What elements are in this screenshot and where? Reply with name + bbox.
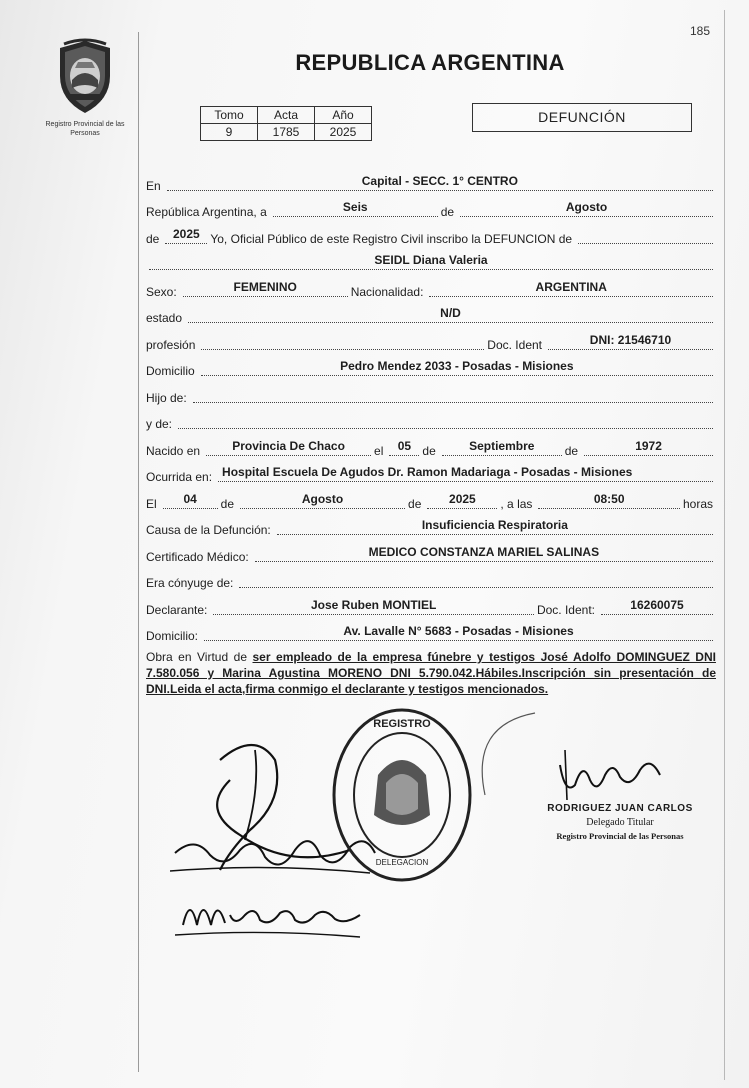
birth-year: 1972	[635, 438, 662, 453]
binding-line	[138, 32, 139, 1072]
domicilio2-label: Domicilio:	[146, 629, 199, 643]
day-value: Seis	[342, 200, 368, 214]
estado-field	[188, 304, 713, 323]
en-label: En	[146, 178, 161, 193]
death-year: 2025	[449, 491, 476, 506]
profesion-field	[201, 331, 484, 350]
year-field	[165, 225, 207, 244]
row-domicilio2	[146, 617, 716, 644]
estado-value: N/D	[440, 306, 461, 320]
hijo-label: Hijo de:	[146, 390, 187, 405]
row-conyuge	[146, 564, 716, 591]
logo-caption: Registro Provincial de las Personas	[45, 121, 125, 137]
certificate-form	[146, 166, 716, 697]
row-y-de	[146, 405, 716, 432]
oficial-trailing-field	[578, 225, 713, 244]
officer-role: Delegado Titular	[586, 817, 654, 828]
profesion-label: profesión	[146, 337, 196, 352]
row-en	[146, 166, 716, 193]
official-seal-icon	[330, 705, 475, 885]
ocurrida-field	[218, 463, 713, 482]
y-de-label: y de:	[146, 417, 173, 431]
row-name	[146, 246, 716, 273]
hijo-field	[193, 384, 713, 403]
death-day: 04	[183, 491, 197, 506]
death-month: Agosto	[301, 491, 344, 506]
death-day-field	[163, 490, 218, 509]
sexo-label: Sexo:	[146, 284, 177, 299]
observations	[146, 649, 716, 697]
birth-month-field	[442, 437, 562, 456]
republica-label: República Argentina, a	[146, 205, 267, 219]
declarante-doc-field	[601, 596, 713, 615]
sexo-field	[183, 278, 348, 297]
de-label: de	[440, 205, 455, 219]
row-year	[146, 219, 716, 246]
el-label: el	[374, 443, 384, 458]
domicilio2-field	[204, 622, 713, 641]
el-cap-label: El	[146, 496, 157, 511]
de-death-label: de	[220, 496, 235, 511]
document-title: REPUBLICA ARGENTINA	[295, 50, 565, 75]
birth-day-field	[389, 437, 419, 456]
birth-day: 05	[397, 438, 412, 453]
row-hijo	[146, 378, 716, 405]
record-type-box: DEFUNCIÓN	[472, 103, 692, 132]
ocurrida-value: Hospital Escuela De Agudos Dr. Ramon Madariaga - Posadas - Misiones	[222, 465, 633, 479]
anio-value: 2025	[315, 124, 372, 141]
de-death-year-label: de	[408, 496, 422, 511]
moreno-signature-icon	[175, 885, 365, 945]
death-month-field	[240, 490, 405, 509]
sexo-value: FEMENINO	[233, 279, 297, 294]
obra-prefix: Obra en Virtud de	[146, 650, 247, 664]
horas-label: horas	[682, 496, 713, 511]
causa-value: Insuficiencia Respiratoria	[421, 518, 568, 532]
row-nacido	[146, 431, 716, 458]
causa-field	[277, 516, 713, 535]
domicilio2-value: Av. Lavalle N° 5683 - Posadas - Misiones	[343, 624, 574, 638]
row-certificado	[146, 537, 716, 564]
a-las-label: , a las	[500, 496, 533, 511]
officer-office: Registro Provincial de las Personas	[556, 831, 684, 841]
oficial-text: Yo, Oficial Público de este Registro Civil inscribo la DEFUNCION de	[210, 231, 573, 246]
birth-month: Septiembre	[469, 438, 535, 453]
row-profesion	[146, 325, 716, 352]
row-estado	[146, 299, 716, 326]
row-death-date	[146, 484, 716, 511]
declarante-label: Declarante:	[146, 602, 208, 617]
death-time: 08:50	[593, 491, 625, 506]
de-birth-label: de	[422, 443, 436, 458]
y-de-field	[178, 410, 713, 429]
row-domicilio	[146, 352, 716, 379]
tomo-value: 9	[201, 124, 258, 141]
en-value: Capital - SECC. 1° CENTRO	[361, 173, 518, 188]
doc-ident-label: Doc. Ident	[487, 337, 542, 352]
conyuge-label: Era cónyuge de:	[146, 576, 234, 590]
certificado-value: MEDICO CONSTANZA MARIEL SALINAS	[368, 544, 600, 559]
registry-logo	[30, 38, 140, 138]
declarante-value: Jose Ruben MONTIEL	[311, 597, 437, 612]
row-date	[146, 193, 716, 220]
ocurrida-label: Ocurrida en:	[146, 470, 213, 484]
domicilio-field	[201, 357, 713, 376]
doc-ident2-label: Doc. Ident:	[536, 602, 595, 617]
obra-text: ser empleado de la empresa fúnebre y testigos José Adolfo DOMINGUEZ DNI 7.580.056 y Marina Agustina MORENO DNI 5.790.042.Hábiles.Inscripción sin presentación de DNI.Leida el acta,firma conmigo el declarante y testigos mencionados.	[146, 650, 716, 696]
nacido-label: Nacido en	[146, 443, 201, 458]
acta-value: 1785	[258, 124, 315, 141]
nacionalidad-label: Nacionalidad:	[350, 284, 424, 299]
conyuge-field	[239, 569, 713, 588]
officer-block	[520, 803, 720, 841]
death-year-field	[427, 490, 497, 509]
page-number: 185	[690, 24, 711, 38]
causa-label: Causa de la Defunción:	[146, 523, 271, 537]
row-ocurrida	[146, 458, 716, 485]
acta-header: Acta	[258, 107, 315, 124]
nacido-field	[206, 437, 371, 456]
domicilio-label: Domicilio	[146, 364, 195, 378]
de-year-label: de	[146, 231, 160, 246]
page-edge	[724, 10, 725, 1080]
certificado-field	[255, 543, 713, 562]
provincial-coat-of-arms-icon	[54, 38, 116, 116]
year-value: 2025	[173, 226, 200, 241]
deceased-name: SEIDL Diana Valeria	[374, 253, 488, 267]
domicilio-value: Pedro Mendez 2033 - Posadas - Misiones	[340, 359, 574, 373]
row-causa	[146, 511, 716, 538]
doc-ident-field	[548, 331, 713, 350]
certificado-label: Certificado Médico:	[146, 549, 249, 564]
svg-text:REGISTRO: REGISTRO	[373, 718, 431, 730]
month-value: Agosto	[565, 200, 608, 214]
en-field	[167, 172, 713, 191]
row-declarante	[146, 590, 716, 617]
declarante-field	[213, 596, 534, 615]
birth-year-field	[584, 437, 713, 456]
estado-label: estado	[146, 311, 183, 325]
nacionalidad-value: ARGENTINA	[535, 279, 607, 294]
de-birth-year-label: de	[564, 443, 579, 458]
officer-name: RODRIGUEZ JUAN CARLOS	[547, 803, 693, 814]
day-field	[273, 198, 438, 217]
month-field	[460, 198, 713, 217]
declarante-doc: 16260075	[630, 597, 684, 612]
doc-ident-value: DNI: 21546710	[589, 332, 672, 347]
nacido-value: Provincia De Chaco	[232, 438, 345, 453]
row-sexo	[146, 272, 716, 299]
anio-header: Año	[315, 107, 372, 124]
record-reference-table	[200, 106, 372, 141]
name-field	[149, 251, 713, 270]
nacionalidad-field	[429, 278, 713, 297]
death-time-field	[538, 490, 680, 509]
tomo-header: Tomo	[201, 107, 258, 124]
officer-signature-icon	[465, 705, 715, 815]
svg-text:DELEGACION: DELEGACION	[375, 858, 429, 867]
